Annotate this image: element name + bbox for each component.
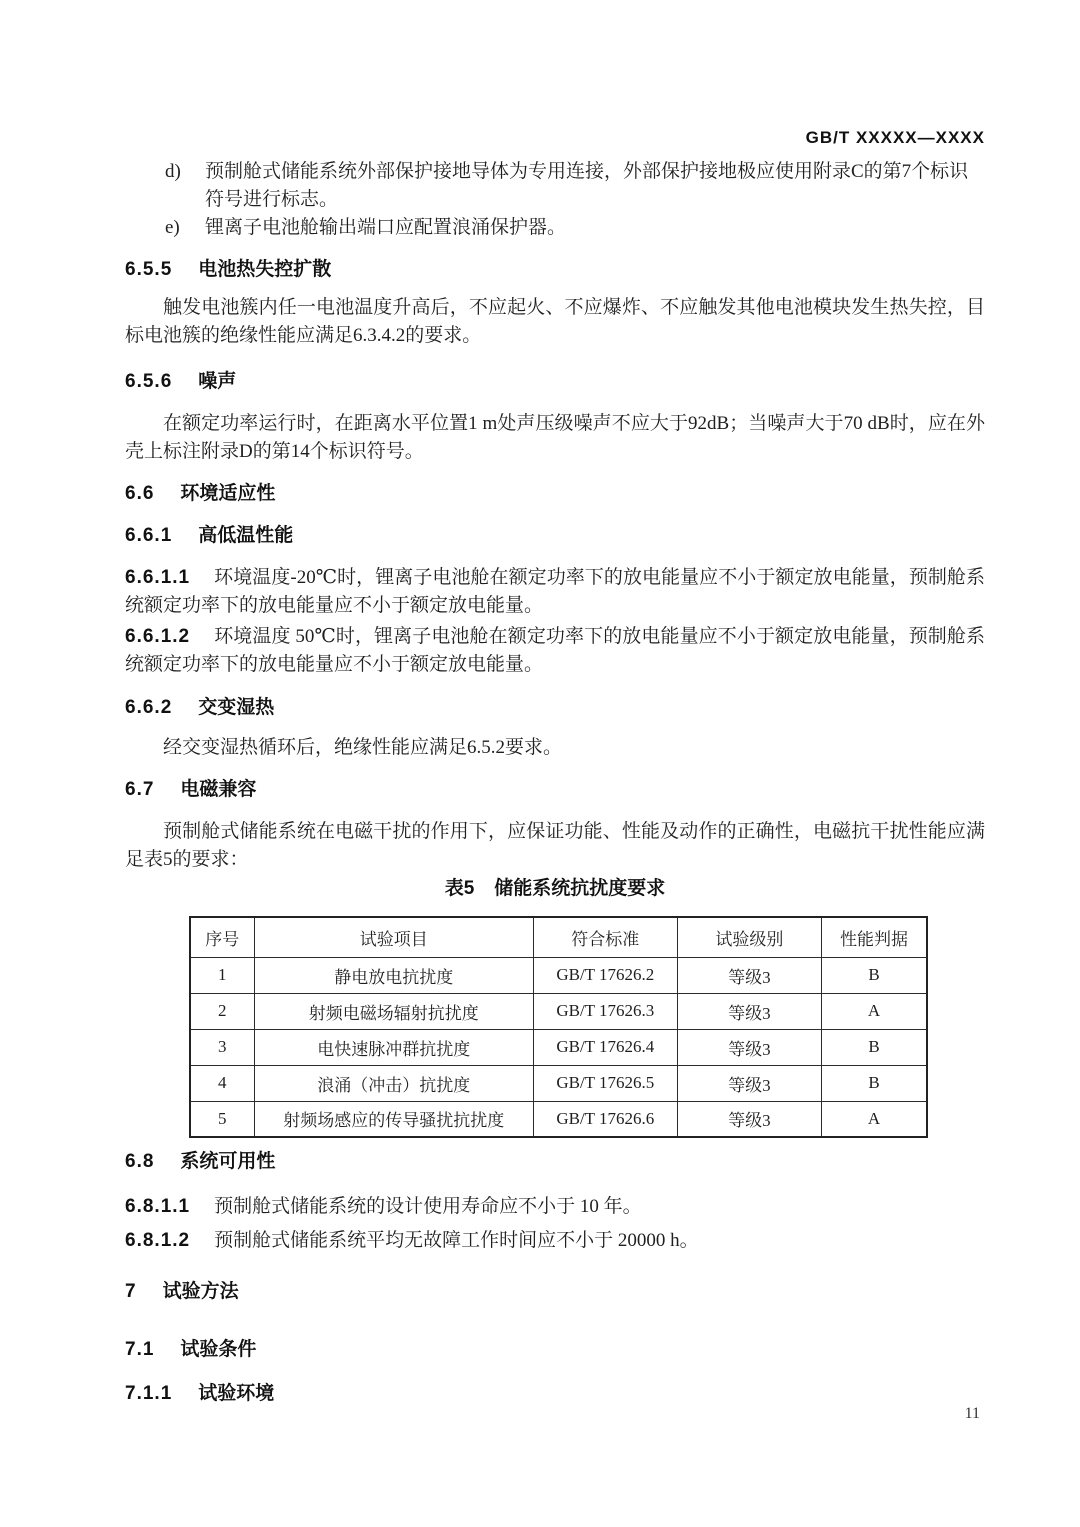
table-cell: 2 — [190, 993, 254, 1029]
section-number: 6.5.5 — [125, 259, 173, 280]
section-title: 试验环境 — [198, 1383, 275, 1404]
table-cell: A — [822, 993, 927, 1029]
table5 — [189, 916, 928, 1138]
table-row — [190, 1101, 927, 1137]
section-title: 环境适应性 — [180, 483, 276, 504]
section-heading-6-7 — [125, 776, 985, 804]
paragraph-6-6-2: 经交变湿热循环后，绝缘性能应满足6.5.2要求。 — [163, 737, 563, 758]
section-title: 电磁兼容 — [180, 779, 257, 800]
table-cell: 射频电磁场辐射抗扰度 — [254, 993, 533, 1029]
table-cell: 浪涌（冲击）抗扰度 — [254, 1065, 533, 1101]
section-heading-6-6-1 — [125, 522, 985, 550]
section-number: 6.7 — [125, 779, 155, 800]
section-heading-6-8 — [125, 1148, 985, 1176]
table5-caption-label: 表5 — [444, 878, 475, 899]
table-cell: 等级3 — [677, 993, 821, 1029]
table-cell: 3 — [190, 1029, 254, 1065]
table-cell: 电快速脉冲群抗扰度 — [254, 1029, 533, 1065]
section-heading-7-1 — [125, 1336, 985, 1364]
clause-number: 6.6.1.2 — [125, 626, 191, 647]
section-title: 高低温性能 — [198, 525, 294, 546]
table5-caption-title: 储能系统抗扰度要求 — [494, 878, 666, 899]
table-row — [190, 1029, 927, 1065]
table-cell: 等级3 — [677, 1101, 821, 1137]
table5-header-cell: 符合标准 — [533, 917, 677, 957]
table-cell: GB/T 17626.6 — [533, 1101, 677, 1137]
section-number: 7.1 — [125, 1339, 155, 1360]
list-item-e — [125, 214, 985, 242]
table5-header-cell: 性能判据 — [822, 917, 927, 957]
section-number: 6.5.6 — [125, 371, 173, 392]
clause-6-6-1-2 — [125, 623, 985, 679]
section-number: 6.6.2 — [125, 697, 173, 718]
table-row — [190, 1065, 927, 1101]
section-number: 6.6.1 — [125, 525, 173, 546]
table5-header-cell: 试验项目 — [254, 917, 533, 957]
table-cell: 等级3 — [677, 1065, 821, 1101]
list-item-label: d) — [165, 161, 181, 182]
table5-header-cell: 试验级别 — [677, 917, 821, 957]
paragraph-6-5-6: 在额定功率运行时，在距离水平位置1 m处声压级噪声不应大于92dB；当噪声大于70 dB时，应在外壳上标注附录D的第14个标识符号。 — [125, 413, 985, 462]
list-item-label: e) — [165, 217, 180, 238]
section-heading-6-6 — [125, 480, 985, 508]
section-title: 系统可用性 — [180, 1151, 276, 1172]
section-title: 试验方法 — [162, 1281, 239, 1302]
table-cell: A — [822, 1101, 927, 1137]
section-heading-6-5-5 — [125, 256, 985, 284]
table-cell: 等级3 — [677, 957, 821, 993]
clause-number: 6.8.1.2 — [125, 1230, 191, 1251]
table-cell: 4 — [190, 1065, 254, 1101]
lettered-list — [125, 158, 985, 242]
table-cell: B — [822, 957, 927, 993]
table-row — [190, 957, 927, 993]
section-heading-6-6-2 — [125, 694, 985, 722]
clause-text: 环境温度 50℃时，锂离子电池舱在额定功率下的放电能量应不小于额定放电能量，预制舱系统额定功率下的放电能量应不小于额定放电能量。 — [125, 626, 985, 675]
clause-number: 6.8.1.1 — [125, 1196, 191, 1217]
paragraph-6-5-5: 触发电池簇内任一电池温度升高后，不应起火、不应爆炸、不应触发其他电池模块发生热失控，目标电池簇的绝缘性能应满足6.3.4.2的要求。 — [125, 297, 985, 346]
table-cell: 静电放电抗扰度 — [254, 957, 533, 993]
table-cell: 等级3 — [677, 1029, 821, 1065]
list-item-text: 锂离子电池舱输出端口应配置浪涌保护器。 — [205, 217, 567, 238]
page-number: 11 — [964, 1405, 980, 1422]
section-number: 7 — [125, 1281, 137, 1302]
table5-header-cell: 序号 — [190, 917, 254, 957]
table-cell: GB/T 17626.4 — [533, 1029, 677, 1065]
list-item-text: 预制舱式储能系统外部保护接地导体为专用连接，外部保护接地极应使用附录C的第7个标识符号进行标志。 — [205, 161, 969, 210]
section-title: 交变湿热 — [198, 697, 275, 718]
section-number: 7.1.1 — [125, 1383, 173, 1404]
table-cell: 5 — [190, 1101, 254, 1137]
clause-6-8-1-2 — [125, 1227, 985, 1255]
section-number: 6.8 — [125, 1151, 155, 1172]
clause-6-6-1-1 — [125, 564, 985, 620]
section-title: 电池热失控扩散 — [198, 259, 332, 280]
section-heading-7-1-1 — [125, 1380, 985, 1408]
clause-number: 6.6.1.1 — [125, 567, 191, 588]
clause-text: 预制舱式储能系统平均无故障工作时间应不小于 20000 h。 — [214, 1230, 699, 1251]
table-cell: 1 — [190, 957, 254, 993]
clause-text: 环境温度-20℃时，锂离子电池舱在额定功率下的放电能量应不小于额定放电能量，预制舱系统额定功率下的放电能量应不小于额定放电能量。 — [125, 567, 985, 616]
list-item-d — [125, 158, 985, 214]
table-row — [190, 993, 927, 1029]
chapter-heading-7 — [125, 1278, 985, 1306]
table-cell: GB/T 17626.2 — [533, 957, 677, 993]
table-cell: GB/T 17626.3 — [533, 993, 677, 1029]
table5-caption — [125, 876, 985, 902]
clause-text: 预制舱式储能系统的设计使用寿命应不小于 10 年。 — [214, 1196, 642, 1217]
section-heading-6-5-6 — [125, 368, 985, 396]
table-cell: B — [822, 1065, 927, 1101]
section-title: 试验条件 — [180, 1339, 257, 1360]
table-cell: B — [822, 1029, 927, 1065]
section-title: 噪声 — [198, 371, 237, 392]
paragraph-6-7: 预制舱式储能系统在电磁干扰的作用下，应保证功能、性能及动作的正确性，电磁抗干扰性能应满足表5的要求： — [125, 821, 985, 870]
table-cell: GB/T 17626.5 — [533, 1065, 677, 1101]
clause-6-8-1-1 — [125, 1193, 985, 1221]
section-number: 6.6 — [125, 483, 155, 504]
table5-header-row — [190, 917, 927, 957]
table-cell: 射频场感应的传导骚扰抗扰度 — [254, 1101, 533, 1137]
standard-code: GB/T XXXXX—XXXX — [805, 128, 985, 147]
